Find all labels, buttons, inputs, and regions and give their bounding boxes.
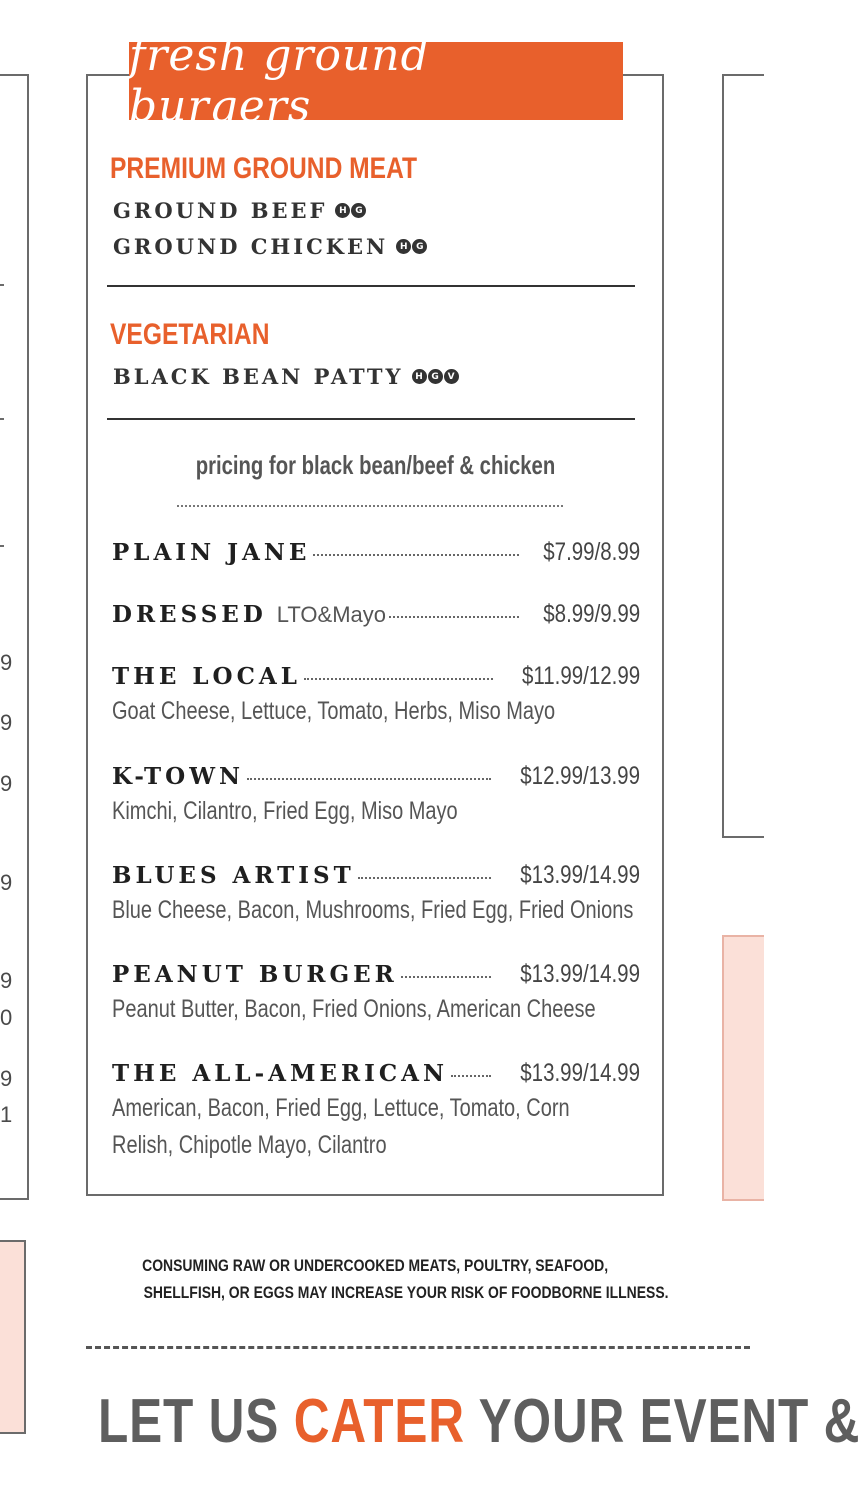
burger-description: Kimchi, Cilantro, Fried Egg, Miso Mayo bbox=[112, 797, 458, 825]
dot-leader bbox=[401, 976, 491, 978]
footer-divider bbox=[86, 1346, 750, 1349]
menu-banner bbox=[129, 30, 623, 132]
burger-name: PLAIN JANE bbox=[112, 539, 311, 566]
dot-leader bbox=[389, 616, 519, 618]
left-panel-price: 0 bbox=[0, 1005, 13, 1030]
dot-leader bbox=[313, 554, 518, 556]
right-panel-edge bbox=[722, 74, 764, 838]
dot-leader bbox=[451, 1075, 491, 1077]
meat-option-black-bean bbox=[113, 364, 460, 389]
section-divider bbox=[107, 285, 635, 287]
burger-description: Peanut Butter, Bacon, Fried Onions, American Cheese bbox=[112, 995, 596, 1023]
left-pink-panel bbox=[0, 1240, 26, 1434]
warning-line: CONSUMING RAW OR UNDERCOOKED MEATS, POULTRY, SEAFOOD, bbox=[142, 1256, 608, 1275]
badge-icon: V bbox=[444, 369, 459, 384]
burger-price: $12.99/13.99 bbox=[520, 762, 640, 790]
banner-title: fresh ground burgers bbox=[129, 30, 430, 132]
burger-item bbox=[112, 861, 640, 929]
burger-price: $11.99/12.99 bbox=[521, 662, 640, 690]
burger-description: Blue Cheese, Bacon, Mushrooms, Fried Egg, Fried Onions bbox=[112, 896, 634, 924]
left-panel-price: 9 bbox=[0, 968, 13, 993]
cater-text: LET US bbox=[98, 1387, 294, 1456]
catering-headline bbox=[98, 1386, 860, 1457]
burger-name: BLUES ARTIST bbox=[112, 862, 355, 889]
diet-badges bbox=[335, 203, 367, 218]
burger-price: $13.99/14.99 bbox=[520, 861, 640, 889]
badge-icon: G bbox=[412, 239, 427, 254]
food-safety-warning bbox=[86, 1252, 669, 1306]
badge-icon: H bbox=[396, 239, 411, 254]
cater-text: YOUR EVENT & bbox=[464, 1387, 860, 1456]
badge-icon: H bbox=[335, 203, 350, 218]
left-panel-edge bbox=[0, 74, 29, 1200]
burger-price: $13.99/14.99 bbox=[520, 960, 640, 988]
section-heading-meat: PREMIUM GROUND MEAT bbox=[110, 152, 418, 185]
left-panel-price: 9 bbox=[0, 650, 13, 675]
burger-description: Goat Cheese, Lettuce, Tomato, Herbs, Miso Mayo bbox=[112, 697, 556, 725]
right-pink-panel bbox=[722, 935, 764, 1201]
dot-leader bbox=[304, 678, 493, 680]
left-panel-price: 9 bbox=[0, 771, 13, 796]
dot-leader bbox=[358, 877, 491, 879]
burger-description: American, Bacon, Fried Egg, Lettuce, Tomato, Corn Relish, Chipotle Mayo, Cilantro bbox=[112, 1094, 570, 1159]
meat-option-label: GROUND CHICKEN bbox=[113, 234, 389, 259]
left-panel-tick bbox=[0, 418, 4, 420]
left-panel-price: 9 bbox=[0, 1066, 13, 1091]
pricing-note-text: pricing for black bean/beef & chicken bbox=[195, 450, 555, 480]
burger-item bbox=[112, 538, 640, 567]
burger-item bbox=[112, 662, 640, 730]
meat-option-label: BLACK BEAN PATTY bbox=[113, 364, 404, 389]
burger-name: DRESSED bbox=[112, 601, 267, 628]
pricing-note bbox=[86, 450, 664, 481]
warning-line: SHELLFISH, OR EGGS MAY INCREASE YOUR RISK OF FOODBORNE ILLNESS. bbox=[143, 1283, 669, 1302]
diet-badges bbox=[396, 239, 428, 254]
burger-name: K-TOWN bbox=[112, 763, 245, 790]
diet-badges bbox=[412, 369, 460, 384]
dotted-divider bbox=[177, 505, 563, 507]
left-panel-price: 1 bbox=[0, 1102, 13, 1127]
burger-item bbox=[112, 600, 640, 629]
left-panel-price: 9 bbox=[0, 870, 13, 895]
burger-sub: LTO&Mayo bbox=[276, 602, 387, 627]
badge-icon: G bbox=[351, 203, 366, 218]
burger-price: $7.99/8.99 bbox=[543, 538, 640, 566]
cater-accent: CATER bbox=[293, 1387, 465, 1456]
section-divider bbox=[107, 418, 635, 420]
burger-price: $8.99/9.99 bbox=[543, 600, 640, 628]
meat-option-chicken bbox=[113, 234, 428, 259]
burger-name: THE LOCAL bbox=[112, 663, 301, 690]
burger-name: THE ALL-AMERICAN bbox=[112, 1060, 449, 1087]
left-panel-tick bbox=[0, 545, 4, 547]
badge-icon: G bbox=[428, 369, 443, 384]
badge-icon: H bbox=[412, 369, 427, 384]
section-heading-vegetarian: VEGETARIAN bbox=[110, 318, 270, 351]
meat-option-beef bbox=[113, 198, 367, 223]
burger-item bbox=[112, 1059, 640, 1164]
dot-leader bbox=[247, 778, 491, 780]
left-panel-tick bbox=[0, 284, 4, 286]
burger-item bbox=[112, 960, 640, 1028]
meat-option-label: GROUND BEEF bbox=[113, 198, 328, 223]
burger-price: $13.99/14.99 bbox=[520, 1059, 640, 1087]
burger-item bbox=[112, 762, 640, 830]
left-panel-price: 9 bbox=[0, 710, 13, 735]
burger-name: PEANUT BURGER bbox=[112, 961, 398, 988]
